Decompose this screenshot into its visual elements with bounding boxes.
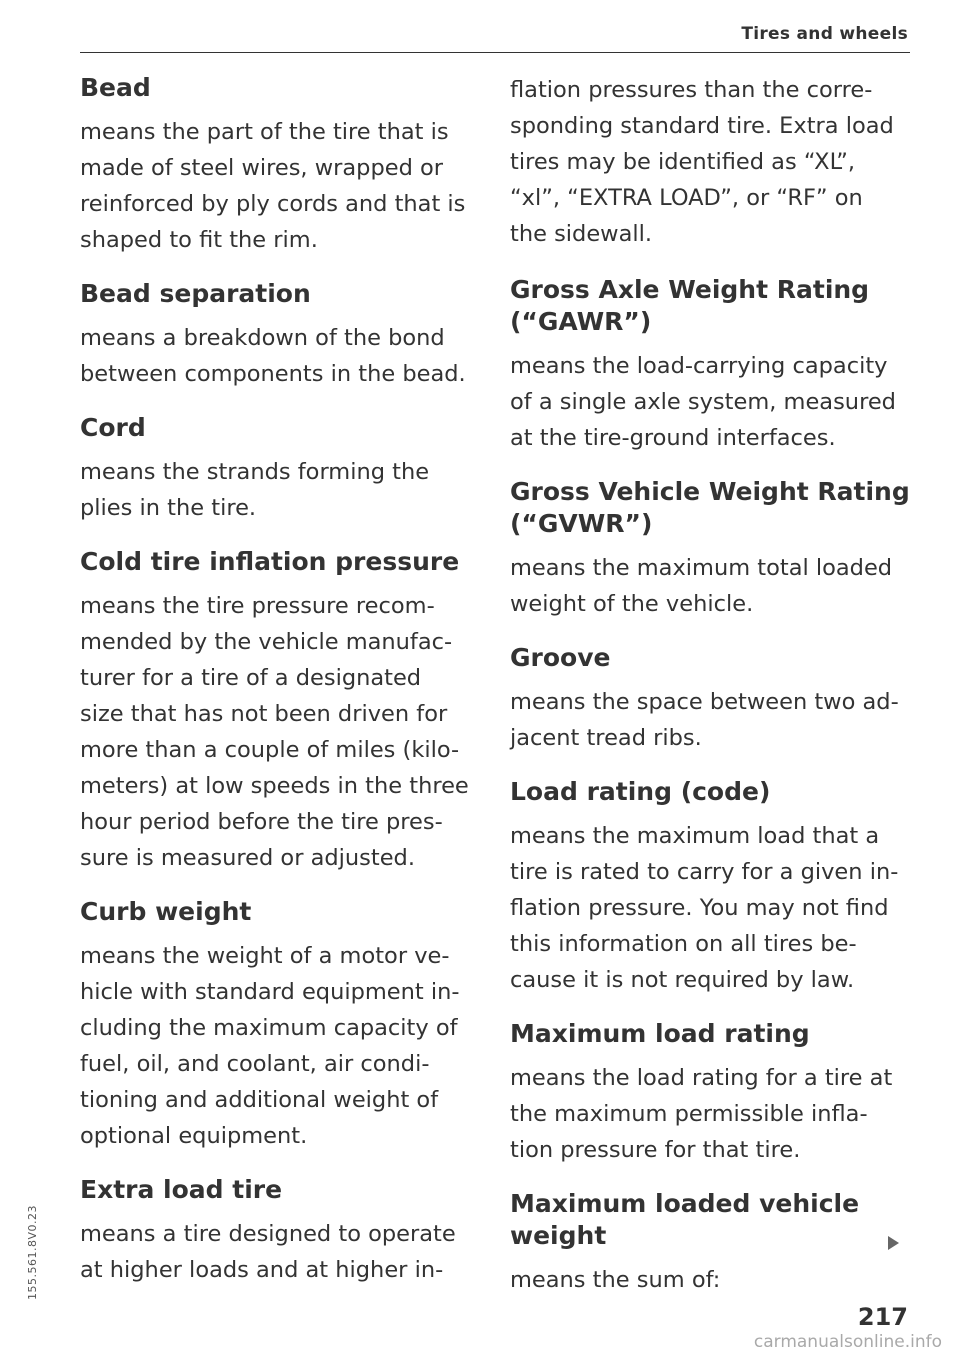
definition-cold-tire-inflation-pressure: means the tire pressure recom- mended by the vehicle manufac- turer for a tire of a designated size that has not been driven for more than a couple of miles (kilo- meters) at low speeds in the three hour period before the tire pres- sure is measured or adjusted. bbox=[80, 593, 469, 871]
glossary-entry bbox=[80, 896, 480, 1154]
section-title: Tires and wheels bbox=[741, 24, 908, 44]
glossary-entry bbox=[510, 274, 910, 456]
document-code: 155.561.8V0.23 bbox=[26, 1205, 39, 1300]
term-bead: Bead bbox=[80, 73, 151, 102]
term-cold-tire-inflation-pressure: Cold tire inflation pressure bbox=[80, 547, 460, 576]
glossary-entry bbox=[510, 1188, 910, 1298]
term-gawr: Gross Axle Weight Rating (“GAWR”) bbox=[510, 275, 870, 336]
definition-curb-weight: means the weight of a motor ve- hicle with standard equipment in- cluding the maximum capacity of fuel, oil, and coolant, air condi- tioning and additional weight of optional equipment. bbox=[80, 943, 460, 1149]
definition-bead-separation: means a breakdown of the bond between components in the bead. bbox=[80, 325, 466, 387]
glossary-entry bbox=[510, 476, 910, 622]
header-rule bbox=[80, 52, 910, 53]
definition-maximum-loaded-vehicle-weight: means the sum of: bbox=[510, 1267, 721, 1293]
definition-cord: means the strands forming the plies in the tire. bbox=[80, 459, 430, 521]
glossary-entry bbox=[80, 278, 480, 392]
definition-gvwr: means the maximum total loaded weight of the vehicle. bbox=[510, 555, 893, 617]
definition-extra-load-tire: means a tire designed to operate at higher loads and at higher in- bbox=[80, 1221, 456, 1283]
definition-maximum-load-rating: means the load rating for a tire at the maximum permissible infla- tion pressure for that tire. bbox=[510, 1065, 893, 1163]
term-gvwr: Gross Vehicle Weight Rating (“GVWR”) bbox=[510, 477, 910, 538]
glossary-entry bbox=[80, 1174, 480, 1288]
glossary-entry bbox=[510, 642, 910, 756]
page-number: 217 bbox=[857, 1303, 908, 1331]
definition-gawr: means the load-carrying capacity of a single axle system, measured at the tire-ground interfaces. bbox=[510, 353, 896, 451]
term-groove: Groove bbox=[510, 643, 611, 672]
glossary-entry bbox=[80, 412, 480, 526]
term-maximum-loaded-vehicle-weight: Maximum loaded vehicle weight bbox=[510, 1189, 860, 1250]
right-column bbox=[510, 72, 910, 1318]
term-load-rating: Load rating (code) bbox=[510, 777, 771, 806]
continue-arrow-icon bbox=[888, 1236, 899, 1250]
definition-continuation: flation pressures than the corre- sponding standard tire. Extra load tires may be identified as “XL”, “xl”, “EXTRA LOAD”, or “RF” on the sidewall. bbox=[510, 77, 894, 247]
term-cord: Cord bbox=[80, 413, 146, 442]
glossary-entry bbox=[80, 546, 480, 876]
glossary-entry bbox=[510, 1018, 910, 1168]
watermark: carmanualsonline.info bbox=[753, 1332, 942, 1352]
term-maximum-load-rating: Maximum load rating bbox=[510, 1019, 810, 1048]
definition-groove: means the space between two ad- jacent tread ribs. bbox=[510, 689, 899, 751]
glossary-entry bbox=[80, 72, 480, 258]
glossary-entry bbox=[510, 776, 910, 998]
definition-bead: means the part of the tire that is made of steel wires, wrapped or reinforced by ply cords and that is shaped to fit the rim. bbox=[80, 119, 466, 253]
left-column bbox=[80, 72, 480, 1308]
term-curb-weight: Curb weight bbox=[80, 897, 252, 926]
term-bead-separation: Bead separation bbox=[80, 279, 311, 308]
term-extra-load-tire: Extra load tire bbox=[80, 1175, 283, 1204]
definition-load-rating: means the maximum load that a tire is rated to carry for a given in- flation pressure. You may not find this information on all tires be- cause it is not required by law. bbox=[510, 823, 899, 993]
